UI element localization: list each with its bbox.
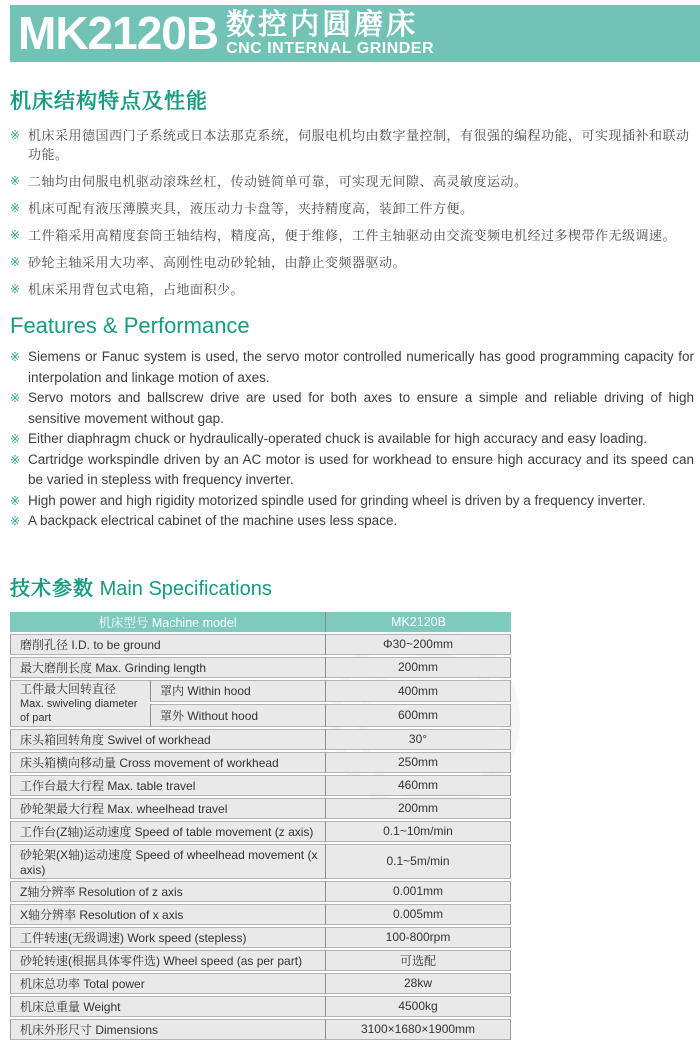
spec-label: 床头箱横向移动量 Cross movement of workhead (10, 752, 325, 773)
spec-value: 28kw (325, 973, 511, 994)
bullet-marker-icon: ※ (10, 174, 21, 188)
specs-heading-cn: 技术参数 (10, 577, 94, 600)
table-row (10, 844, 511, 879)
group-label-en: Max. swiveling diameter of part (20, 697, 138, 724)
spec-value: 3100×1680×1900mm (325, 1019, 511, 1040)
spec-label: 机床总重量 Weight (10, 996, 325, 1017)
table-row (10, 950, 511, 971)
spec-label: X轴分辨率 Resolution of x axis (10, 904, 325, 925)
spec-sublabel: 罩外 Without hood (150, 704, 325, 727)
table-row (10, 680, 511, 703)
feature-bullet-text: 工件箱采用高精度套筒王轴结构，精度高，便于维修，工件主轴驱动由交流变频电机经过多楔带作无级调速。 (28, 228, 677, 243)
spec-value: 0.005mm (325, 904, 511, 925)
table-row (10, 927, 511, 948)
table-row (10, 904, 511, 925)
table-row (10, 634, 511, 655)
bullet-marker-icon: ※ (10, 201, 21, 215)
bullet-marker-icon: ※ (10, 128, 21, 142)
feature-bullet-text: High power and high rigidity motorized spindle used for grinding wheel is driven by a frequency inverter. (28, 492, 646, 508)
feature-bullet-text: Servo motors and ballscrew drive are used for both axes to ensure a simple and reliable driving of high sensitive movement without gap. (28, 390, 694, 426)
swivel-diameter-group-label (10, 680, 150, 727)
product-banner (10, 5, 700, 62)
table-row (10, 798, 511, 819)
spec-value: 200mm (325, 657, 511, 678)
section-heading-features-en: Features & Performance (10, 313, 250, 338)
bullet-marker-icon: ※ (10, 391, 21, 405)
bullet-marker-icon: ※ (10, 452, 21, 467)
feature-bullet-text: 二轴均由伺服电机驱动滚珠丝杠，传动链简单可靠，可实现无间隙、高灵敏度运动。 (28, 174, 528, 189)
feature-bullet-text: 机床采用背包式电箱，占地面积少。 (28, 282, 245, 297)
spec-label: Z轴分辨率 Resolution of z axis (10, 881, 325, 902)
bullet-marker-icon: ※ (10, 255, 21, 269)
table-row (10, 821, 511, 842)
feature-bullet-en (10, 450, 694, 491)
spec-label: 磨削孔径 I.D. to be ground (10, 634, 325, 655)
spec-label: 机床总功率 Total power (10, 973, 325, 994)
table-row (10, 775, 511, 796)
spec-sublabel: 罩内 Within hood (150, 680, 325, 703)
spec-value: 250mm (325, 752, 511, 773)
group-label-cn: 工件最大回转直径 (20, 681, 117, 696)
table-row (10, 881, 511, 902)
feature-bullet-en (10, 347, 694, 388)
spec-label: 工作台(Z轴)运动速度 Speed of table movement (z axis) (10, 821, 325, 842)
banner-titles (226, 10, 434, 57)
bullet-marker-icon: ※ (10, 350, 21, 364)
feature-bullet-text: 机床采用德国西门子系统或日本法那克系统，伺服电机均由数字量控制，有很强的编程功能，可实现插补和联动功能。 (28, 128, 690, 162)
table-row (10, 996, 511, 1017)
table-row (10, 729, 511, 750)
table-header-row (10, 612, 511, 632)
spec-label: 工件转速(无级调速) Work speed (stepless) (10, 927, 325, 948)
specifications-table (10, 610, 511, 1042)
table-row (10, 1019, 511, 1040)
spec-value: 100-800rpm (325, 927, 511, 948)
table-row (10, 752, 511, 773)
spec-label: 砂轮架(X轴)运动速度 Speed of wheelhead movement (x axis) (10, 844, 325, 879)
spec-value: 30° (325, 729, 511, 750)
spec-value: 0.1~10m/min (325, 821, 511, 842)
feature-bullet-en (10, 429, 694, 450)
bullet-marker-icon: ※ (10, 228, 21, 242)
section-heading-features-cn: 机床结构特点及性能 (10, 90, 208, 113)
feature-bullet-cn (10, 199, 694, 218)
feature-bullet-en (10, 388, 694, 429)
feature-bullet-text: Either diaphragm chuck or hydraulically-operated chuck is available for high accuracy and easy loading. (28, 431, 648, 446)
spec-value: Φ30~200mm (325, 634, 511, 655)
specs-heading-en: Main Specifications (99, 577, 272, 600)
bullet-marker-icon: ※ (10, 514, 21, 528)
machine-model-header: 机床型号 Machine model (10, 612, 325, 632)
table-row (10, 973, 511, 994)
spec-label: 砂轮架最大行程 Max. wheelhead travel (10, 798, 325, 819)
spec-label: 机床外形尺寸 Dimensions (10, 1019, 325, 1040)
feature-bullet-cn (10, 126, 694, 164)
feature-bullet-cn (10, 253, 694, 272)
section-heading-specs (10, 572, 700, 601)
spec-value: 0.1~5m/min (325, 844, 511, 879)
spec-value: 600mm (325, 704, 511, 727)
feature-bullet-cn (10, 280, 694, 299)
spec-label: 工作台最大行程 Max. table travel (10, 775, 325, 796)
model-value-header: MK2120B (325, 612, 511, 632)
features-en-list (10, 347, 694, 532)
feature-bullet-en (10, 511, 694, 532)
spec-label: 砂轮转速(根据具体零件选) Wheel speed (as per part) (10, 950, 325, 971)
spec-value: 可选配 (325, 950, 511, 971)
bullet-marker-icon: ※ (10, 282, 21, 296)
spec-label: 最大磨削长度 Max. Grinding length (10, 657, 325, 678)
feature-bullet-cn (10, 172, 694, 191)
spec-value: 200mm (325, 798, 511, 819)
feature-bullet-text: Cartridge workspindle driven by an AC motor is used for workhead to ensure high accuracy and its speed can be varied in stepless with frequency inverter. (28, 451, 694, 487)
features-cn-list (10, 126, 694, 299)
feature-bullet-text: 砂轮主轴采用大功率、高刚性电动砂轮轴，由静止变频器驱动。 (28, 255, 407, 270)
feature-bullet-en (10, 491, 694, 512)
product-title-en: CNC INTERNAL GRINDER (226, 40, 435, 57)
model-number: MK2120B (18, 7, 219, 59)
table-row (10, 657, 511, 678)
bullet-marker-icon: ※ (10, 432, 21, 446)
feature-bullet-cn (10, 226, 694, 245)
feature-bullet-text: 机床可配有液压薄膜夹具，液压动力卡盘等，夹持精度高，装卸工件方便。 (28, 201, 474, 216)
spec-label: 床头箱回转角度 Swivel of workhead (10, 729, 325, 750)
bullet-marker-icon: ※ (10, 493, 21, 508)
feature-bullet-text: Siemens or Fanuc system is used, the servo motor controlled numerically has good programming capacity for interpolation and linkage motion of axes. (28, 349, 694, 385)
feature-bullet-text: A backpack electrical cabinet of the machine uses less space. (28, 513, 398, 528)
product-title-cn: 数控内圆磨床 (226, 9, 419, 41)
spec-value: 460mm (325, 775, 511, 796)
spec-value: 4500kg (325, 996, 511, 1017)
spec-value: 400mm (325, 680, 511, 703)
spec-value: 0.001mm (325, 881, 511, 902)
